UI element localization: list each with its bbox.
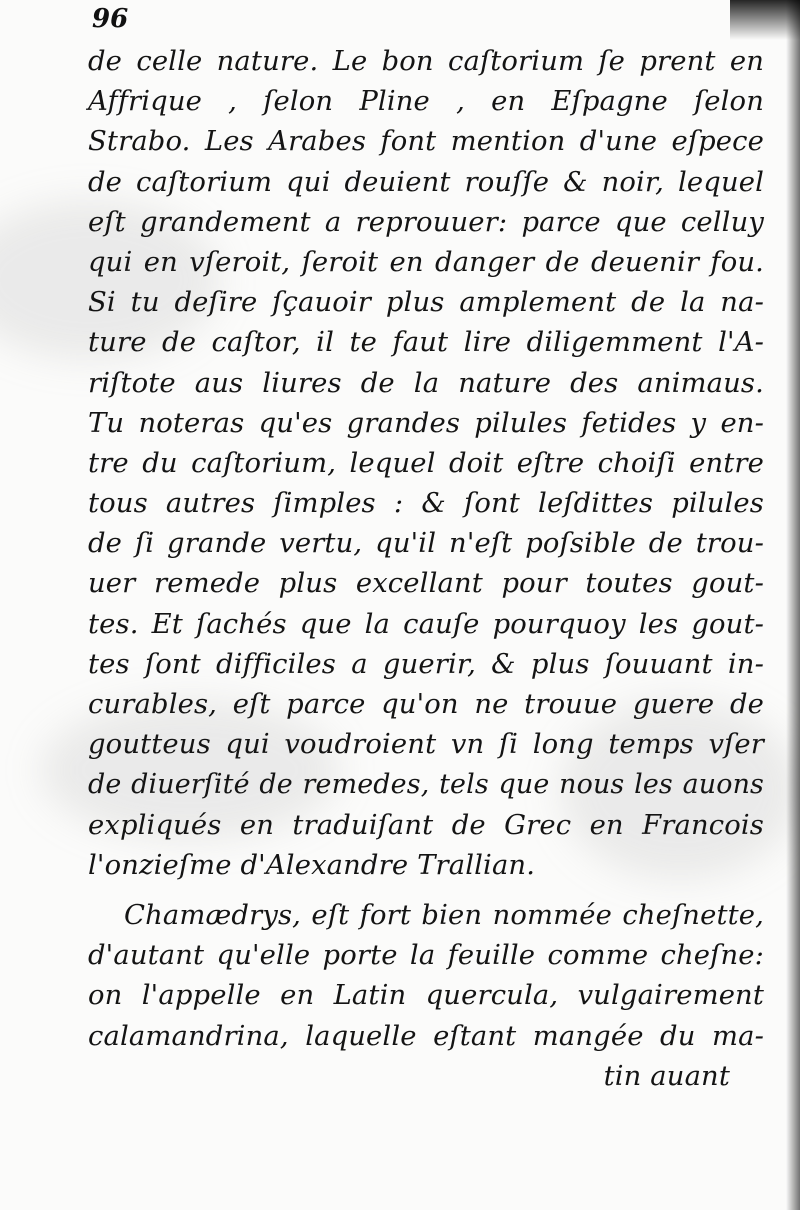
body-text [88,42,764,1097]
text-line: calamandrina, laquelle eſtant mangée du ma- [88,1020,764,1052]
text-line: tes ſont difficiles a guerir, & plus ſouuant in- [88,648,764,680]
text-line: uer remede plus excellant pour toutes gout- [88,568,764,600]
text-line: d'autant qu'elle porte la feuille comme cheſne: [88,940,764,972]
text-line: expliqués en traduiſant de Grec en Francois [88,809,764,841]
text-line: de celle nature. Le bon caſtorium ſe prent en [88,46,764,77]
text-line: ture de caſtor, il te faut lire diligemment l'A- [88,327,764,359]
text-line: curables, eſt parce qu'on ne trouue guere de [88,689,764,720]
text-line: qui en vſeroit, ſeroit en danger de deuenir fou. [88,246,764,278]
text-line: de ſi grande vertu, qu'il n'eſt poſsible de trou- [88,528,764,560]
text-line: riſtote aus liures de la nature des animaus. [88,367,764,399]
text-line: Strabo. Les Arabes font mention d'une eſpece [88,126,764,158]
text-line: de diuerſité de remedes, tels que nous les auons [88,769,764,801]
text-line: Affrique , ſelon Pline , en Eſpagne ſelon [88,86,764,118]
text-line: tre du caſtorium, lequel doit eſtre choiſi entre [88,447,764,479]
text-line: l'onzieſme d'Alexandre Trallian. [88,849,536,881]
text-line: tes. Et ſachés que la cauſe pourquoy les gout- [88,608,764,640]
text-line: on l'appelle en Latin quercula, vulgairement [88,980,764,1012]
paragraph-start-line: Chamædrys, eſt fort bien nommée cheſnette, [124,899,764,931]
text-line: Si tu deſire ſçauoir plus amplement de la na- [88,287,764,319]
text-line: de caſtorium qui deuient rouſſe & noir, lequel [88,166,764,198]
catchword: tin auant [603,1060,730,1092]
text-line: tous autres ſimples : & ſont leſdittes pilules [88,488,764,520]
text-line: Tu noteras qu'es grandes pilules fetides y en- [88,407,764,439]
text-line: goutteus qui voudroient vn ſi long temps vſer [88,729,764,761]
text-line: eſt grandement a reprouuer: parce que celluy [88,206,764,238]
page-number: 96 [92,4,129,34]
